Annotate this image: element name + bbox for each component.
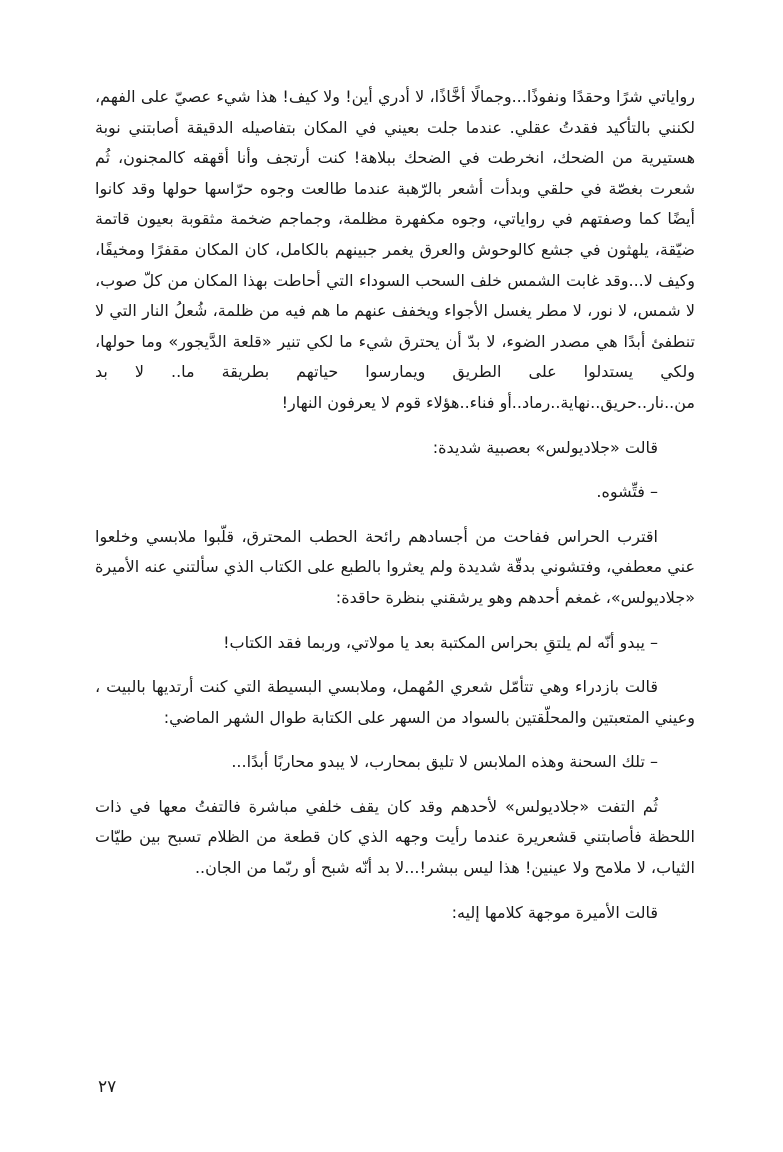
page-number: ٢٧ bbox=[98, 1077, 117, 1097]
dialogue-line-2: – يبدو أنّه لم يلتقِ بحراس المكتبة بعد يا مولاتي، وربما فقد الكتاب! bbox=[223, 632, 658, 652]
paragraph-speech-intro-2: قالت الأميرة موجهة كلامها إليه: bbox=[451, 902, 658, 922]
paragraph-narration-1: رواياتي شرًا وحقدًا ونفوذًا...وجمالًا أخَّاذًا، لا أدري أين! ولا كيف! هذا شيء عصيّ على الفهم، لكنني بالتأكيد فقدتُ عقلي. عندما جلت بعيني في المكان بتفاصيله الدقيقة أصابتني نوبة هستيرية من الضحك، انخرطت في الضحك ببلاهة! كنت أرتجف وأنا أقهقه كالمجنون، ثُم شعرت بغصّة في حلقي وبدأت أشعر بالرّهبة عندما طالعت وجوه حرّاسها حولها وقد كانوا أيضًا كما وصفتهم في رواياتي، وجوه مكفهرة مظلمة، وجماجم ضخمة مثقوبة بعيون قاتمة ضيّقة، يلهثون في جشع كالوحوش والعرق يغمر جبينهم بالكامل، كان المكان مقفرًا ومخيفًا، وكيف لا...وقد غابت الشمس خلف السحب السوداء التي أحاطت بهذا المكان من كلّ صوب، لا شمس، لا نور، لا مطر يغسل الأجواء ويخفف عنهم ما هم فيه من ظلمة، شُعلُ النار التي لا تنطفئ أبدًا هي مصدر الضوء، لا بدّ أن يحترق شيء ما لكي تنير «قلعة الدَّيجور» وما حولها، ولكي يستدلوا على الطريق ويمارسوا حياتهم بطريقة ما.. لا بد من..نار..حريق..نهاية..رماد..أو فناء..هؤلاء قوم لا يعرفون النهار! bbox=[95, 87, 695, 412]
dialogue-line-1: – فتِّشوه. bbox=[596, 482, 658, 502]
book-page-text bbox=[95, 82, 695, 928]
paragraph-narration-4: ثُم التفت «جلاديولس» لأحدهم وقد كان يقف خلفي مباشرة فالتفتُ معها في ذات اللحظة فأصابتني قشعريرة عندما رأيت وجهه الذي كان قطعة من الظلام تسبح بين طيّات الثياب، لا ملامح ولا عينين! هذا ليس ببشر!...لا بد أنّه شبح أو ربّما من الجان.. bbox=[95, 796, 695, 878]
paragraph-narration-2: اقترب الحراس ففاحت من أجسادهم رائحة الحطب المحترق، قلّبوا ملابسي وخلعوا عني معطفي، وفتشوني بدقّة شديدة ولم يعثروا بالطبع على الكتاب الذي سألتني عنه الأميرة «جلاديولس»، غمغم أحدهم وهو يرشقني بنظرة حاقدة: bbox=[95, 526, 695, 607]
dialogue-line-3: – تلك السحنة وهذه الملابس لا تليق بمحارب، لا يبدو محاربًا أبدًا... bbox=[231, 752, 658, 772]
paragraph-narration-3: قالت بازدراء وهي تتأمّل شعري المُهمل، وملابسي البسيطة التي كنت أرتديها بالبيت ، وعيني المتعبتين والمحلّقتين بالسواد من السهر على الكتابة طوال الشهر الماضي: bbox=[95, 677, 695, 727]
paragraph-speech-intro-1: قالت «جلاديولس» بعصبية شديدة: bbox=[432, 437, 658, 457]
